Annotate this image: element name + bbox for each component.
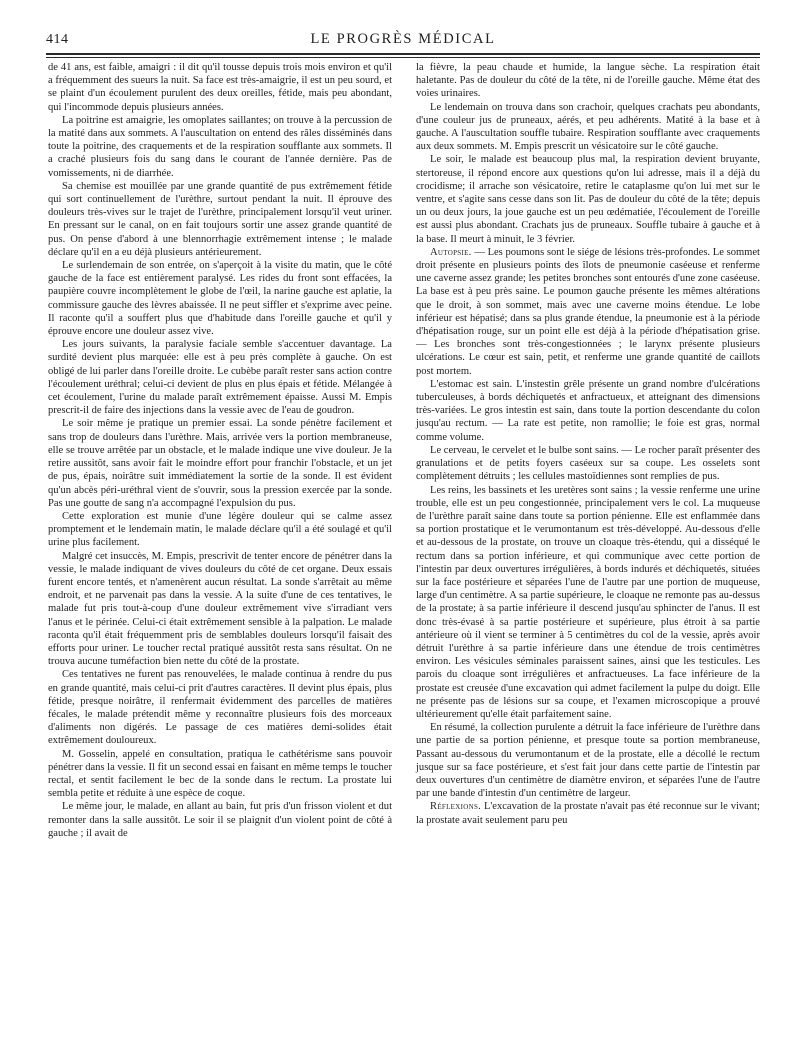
reflexions-paragraph (416, 800, 760, 826)
journal-title: LE PROGRÈS MÉDICAL (310, 31, 496, 47)
autopsy-heading: Autopsie. (430, 246, 472, 258)
page-header (46, 30, 760, 52)
paragraph: Le même jour, le malade, en allant au bain, fut pris d'un frisson violent et dut remonter dans la salle aussitôt. Le soir il se plaignit d'un violent point de côté à gauche ; il avait de (48, 801, 392, 839)
paragraph: de 41 ans, est faible, amaigri : il dit qu'il tousse depuis trois mois environ et qu'il a fréquemment des sueurs la nuit. Sa face est très-amaigrie, il est un peu sourd, et se plaint d'un écoulement purulent des deux oreilles, fétide, mais peu abondant, qui l'incommode depuis plusieurs années. (48, 62, 392, 113)
reflexions-text: L'excavation de la prostate n'avait pas été reconnue sur le vivant; la prostate avait seulement paru peu (416, 801, 760, 826)
paragraph: Cette exploration est munie d'une légère douleur qui se calme assez promptement et le lendemain matin, le malade déclare qu'il a été soulagé et qu'il urine plus facilement. (48, 510, 392, 549)
paragraph: la fièvre, la peau chaude et humide, la langue sèche. La respiration était haletante. Pas de douleur du côté de la tête, ni de l'oreille gauche. Même état des voies urinaires. (416, 62, 760, 100)
left-column (48, 61, 392, 840)
paragraph: L'estomac est sain. L'instestin grêle présente un grand nombre d'ulcérations tuberculeuses, à bords déchiquetés et anfractueux, et atteignant des dimensions très-variées. Le gros intestin est sain, dans toute la portion descendante du colon jusqu'au rectum. — La rate est petite, non ramollie; le foie est gras, normal comme volume. (416, 378, 760, 443)
autopsy-paragraph (416, 246, 760, 378)
paragraph: M. Gosselin, appelé en consultation, pratiqua le cathétérisme sans pouvoir pénétrer dans la vessie. Il fit un second essai en faisant en même temps le toucher rectal, et sentit facilement le bec de la sonde dans le rectum. La prostate lui sembla petite et réduite à une espèce de coque. (48, 748, 392, 800)
paragraph: Le cerveau, le cervelet et le bulbe sont sains. — Le rocher paraît présenter des granulations et de petits foyers caséeux sur sa coupe. Les osselets sont complètement détruits ; les cellules mastoïdiennes sont remplies de pus. (416, 444, 760, 483)
paragraph: Le soir même je pratique un premier essai. La sonde pénètre facilement et sans trop de douleurs dans l'urèthre. Mais, arrivée vers la portion membraneuse, elle se trouve arrêtée par un obstacle, et le malade indique une vive douleur. Je la retire aussitôt, sans avoir fait le moindre effort pour franchir l'obstacle, et un jet de pus, épais, noirâtre suit immédiatement la sortie de la sonde. Il est évident qu'un abcès péri-uréthral vient de s'ouvrir, sous la pression exercée par la sonde. Pas une goutte de sang n'a accompagné l'expulsion du pus. (48, 418, 392, 509)
paragraph: Sa chemise est mouillée par une grande quantité de pus extrêmement fétide qui sort continuellement de l'urèthre, surtout pendant la nuit. Il éprouve des douleurs très-vives sur le trajet de l'urèthre, principalement lorsqu'il veut uriner. En pressant sur le canal, on en fait toujours sortir une assez grande quantité de pus. On pense d'abord à une blennorrhagie extrêmement intense ; le malade déclare qu'il en a eu déjà plusieurs antérieurement. (48, 180, 392, 258)
paragraph: Les jours suivants, la paralysie faciale semble s'accentuer davantage. La surdité devient plus marquée: elle est à peu près complète à gauche. On est obligé de lui parler dans l'oreille droite. Le cubèbe paraît rester sans action contre l'écoulement uréthral; celui-ci devient de plus en plus épais et fétide. Mélangée à cet écoulement, l'urine du malade paraît extrêmement épaisse. Aussi M. Empis prescrit-il de faire des injections dans la vessie avec de l'eau de goudron. (48, 339, 392, 417)
paragraph: La poitrine est amaigrie, les omoplates saillantes; on trouve à la percussion de la matité dans aux sommets. A l'auscultation on entend des râles disséminés dans toute la poitrine, des craquements et de la respiration soufflante aux sommets. Il a craché plusieurs fois du sang dans le courant de l'année dernière. Pas de vomissements, ni de diarrhée. (48, 114, 392, 179)
paragraph: En résumé, la collection purulente a détruit la face inférieure de l'urèthre dans une partie de sa portion pénienne, et presque toute sa portion membraneuse, Passant au-dessous du verumontanum et de la prostate, elle a décollé le rectum jusque sur sa face postérieure, et s'est fait jour dans cette partie de l'intestin par deux ouvertures d'un centimètre de diamètre environ, et séparées l'une de l'autre par une bande d'intestin d'un centimètre de largeur. (416, 722, 760, 800)
paragraph: Le soir, le malade est beaucoup plus mal, la respiration devient bruyante, stertoreuse, il répond encore aux questions qu'on lui adresse, mais il a déjà du crocidisme; il arrache son vésicatoire, retire le cataplasme qu'on lui met sur le ventre, et s'agite sans cesse dans son lit. Pas de douleur du côté de la tête; depuis un ou deux jours, la joue gauche est un peu œdématiée, l'écoulement de l'oreille est aussi plus abondant. Crachats jus de pruneaux. Souffle tubaire à gauche et à la base. Il meurt à minuit, le 3 février. (416, 154, 760, 245)
page-number: 414 (46, 32, 69, 47)
header-rule-thick (46, 53, 760, 55)
header-rule-thin (46, 57, 760, 58)
paragraph: Ces tentatives ne furent pas renouvelées, le malade continua à rendre du pus en grande quantité, mais celui-ci prit d'autres caractères. Il devint plus épais, plus fétide, presque noirâtre, il renfermait évidemment des parcelles de matières fécales, le malade prétendit même y reconnaître plusieurs fois des morceaux d'aliments non digérés. Le passage de ces matières demi-solides était extrêmement douloureux. (48, 669, 392, 747)
autopsy-text: — Les poumons sont le siége de lésions très-profondes. Le sommet droit présente en plusieurs points des îlots de pneumonie caséeuse et renferme une caverne assez grande; les petites bronches sont entourés d'une zone caséeuse. La base est à peu près saine. Le poumon gauche présente les mêmes altérations que le droit, à son sommet, mais avec une caverne moins étendue. Le lobe inférieur est hépatisé; dans sa plus grande étendue, la pneumonie est à la période d'hépatisation rouge, sur un point elle est déjà à la période d'hépatisation grise. — Les bronches sont très-congestionnées ; le larynx présente plusieurs ulcérations. Le cœur est sain, petit, et renferme une grande quantité de caillots post mortem. (416, 246, 760, 377)
paragraph: Le lendemain on trouva dans son crachoir, quelques crachats peu abondants, d'une couleur jus de pruneaux, aérés, et peu adhérents. Matité à la base et à gauche. A l'auscultation souffle tubaire. Respiration soufflante avec craquements aux deux sommets. M. Empis prescrit un vésicatoire sur le côté gauche. (416, 101, 760, 153)
paragraph: Le surlendemain de son entrée, on s'aperçoit à la visite du matin, que le côté gauche de la face est entièrement paralysé. Les rides du front sont effacées, la paupière couvre incomplètement le globe de l'œil, la narine gauche est aplatie, la commissure gauche des lèvres abaissée. Il ne peut siffler et s'exprime avec peine. Il raconte qu'il a souffert plus que d'habitude dans l'oreille gauche et qu'il y éprouve encore une douleur assez vive. (48, 260, 392, 338)
paragraph: Malgré cet insuccès, M. Empis, prescrivit de tenter encore de pénétrer dans la vessie, le malade indiquant de vives douleurs du côté de cet organe. Deux essais furent encore tentés, et n'amenèrent aucun résultat. La sonde s'arrêtait au même endroit, et ne parvenait pas dans la vessie. A la suite d'une de ces tentatives, le malade fut pris tout-à-coup d'une douleur extrêmement vive s'irradiant vers l'anus et le périnée. Celui-ci était extrêmement sensible à la palpation. Le malade raconta qu'il était fréquemment pris de semblables douleurs lorsqu'il faisait des efforts pour uriner. Le toucher rectal pratiqué aussitôt resta sans résultat. On ne trouva aucune tuméfaction bien nette du côté de la prostate. (48, 550, 392, 668)
reflexions-heading: Réflexions. (430, 801, 482, 813)
right-column (416, 61, 760, 827)
paragraph: Les reins, les bassinets et les uretères sont sains ; la vessie renferme une urine trouble, elle est un peu congestionnée, principalement vers le col. La muqueuse de l'urèthre paraît saine dans toute sa portion pénienne. Elle est enflammée dans sa portion prostatique et le verumontanum est très-développé. Au-dessous d'elle et au-dessous de la prostate, on trouve un cloaque très-étendu, qui a disséqué le rectum dans sa portion inférieure, et qui communique avec cette portion de l'intestin par deux ouvertures irrégulières, à bords indurés et déchiquetés, situées sur la face postérieure et séparées l'une de l'autre par une portion de muqueuse, large d'un centimètre. A sa partie supérieure, le cloaque ne remonte pas au-dessus de la prostate; à sa partie inférieure il descend jusqu'au sphincter de l'anus. Il est donc très-évasé à sa partie postérieure et supérieure, plus étroit à sa partie antérieure où il vient se terminer à 5 centimètres du col de la vessie, après avoir détruit l'urèthre à sa partie inférieure dans une étendue de trois centimètres environ. Les vésicules séminales paraissent saines, ainsi que les testicules. Les parois du cloaque sont irrégulières et anfractueuses. La face inférieure de la prostate est creusée d'une excavation qui admet facilement la pulpe du doigt. Elle ne présente pas de lésions sur sa coupe, et l'examen microscopique a prouvé ultérieurement qu'elle était parfaitement saine. (416, 484, 760, 720)
